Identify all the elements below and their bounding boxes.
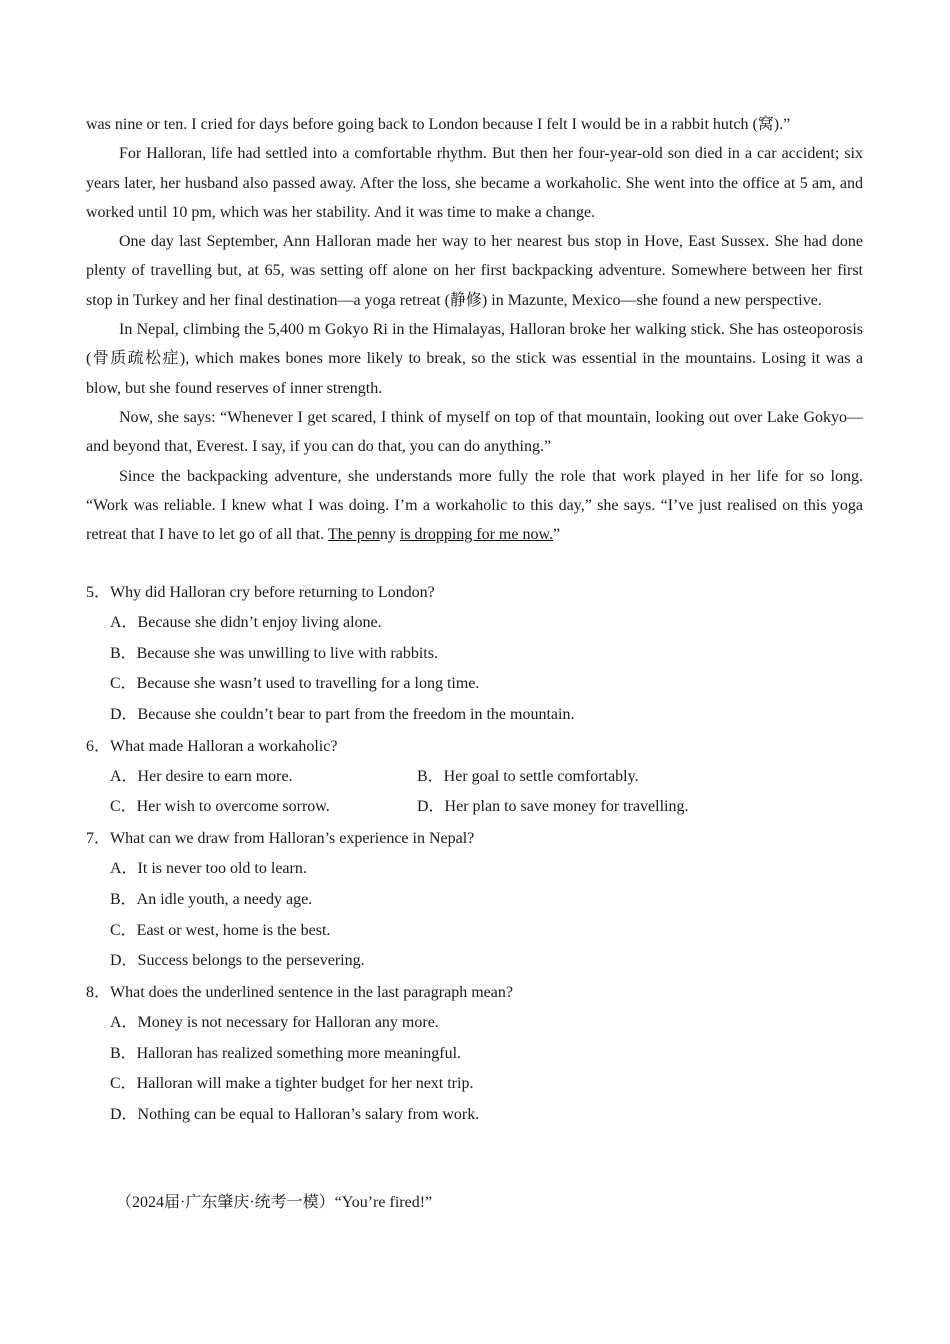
question-6-stem: 6．What made Halloran a workaholic? (86, 737, 338, 755)
question-5-option-c: C．Because she wasn’t used to travelling for a long time. (110, 675, 480, 693)
question-7-option-c: C．East or west, home is the best. (110, 921, 331, 939)
question-5-option-d: D．Because she couldn’t bear to part from the freedom in the mountain. (110, 706, 575, 724)
passage-paragraph-1: was nine or ten. I cried for days before going back to London because I felt I would be in a rabbit hutch (窝).” (86, 116, 791, 133)
question-8-option-b: B．Halloran has realized something more meaningful. (110, 1044, 462, 1062)
underlined-sentence-part-1: The pen (327, 526, 380, 544)
passage-paragraph-6 (86, 462, 863, 550)
question-6 (86, 731, 863, 823)
paragraph-6-text: Since the backpacking adventure, she understands more fully the role that work played in her life for so long. “Work was reliable. I knew what I was doing. I’m a workaholic to this day,” she says. “I’ve just realised on this yoga retreat that I have to let go of all that. (86, 467, 863, 544)
question-7-stem: 7．What can we draw from Halloran’s experience in Nepal? (86, 830, 475, 848)
question-8-stem: 8．What does the underlined sentence in the last paragraph mean? (86, 983, 513, 1001)
paragraph-6-text-end: ” (553, 526, 561, 544)
passage-paragraph-4: In Nepal, climbing the 5,400 m Gokyo Ri in the Himalayas, Halloran broke her walking stick. She has osteoporosis (骨质疏松症), which makes bones more likely to break, so the stick was essential in the mountains. Losing it was a blow, but she found reserves of inner strength. (86, 321, 863, 397)
paragraph-6-text-mid: ny (379, 526, 400, 544)
passage-paragraph-3: One day last September, Ann Halloran made her way to her nearest bus stop in Hove, East Sussex. She had done plenty of travelling but, at 65, was setting off alone on her first backpacking adventure. Somewhere between her first stop in Turkey and her final destination—a yoga retreat (静修) in Mazunte, Mexico—she found a new perspective. (86, 233, 863, 309)
question-list (86, 577, 863, 1131)
question-6-options-row-1 (86, 762, 863, 793)
question-7 (86, 823, 863, 977)
question-6-option-d: D．Her plan to save money for travelling. (417, 798, 689, 816)
passage-paragraph-5: Now, she says: “Whenever I get scared, I think of myself on top of that mountain, looking out over Lake Gokyo—and beyond that, Everest. I say, if you can do that, you can do anything.” (86, 408, 863, 456)
question-6-option-c: C．Her wish to overcome sorrow. (110, 798, 330, 816)
question-7-option-d: D．Success belongs to the persevering. (110, 952, 365, 970)
question-8 (86, 977, 863, 1131)
question-6-options-row-2 (86, 792, 863, 823)
next-passage-title: “You’re fired!” (334, 1194, 433, 1211)
question-6-option-b: B．Her goal to settle comfortably. (417, 767, 639, 785)
question-5-stem: 5．Why did Halloran cry before returning to London? (86, 584, 435, 601)
passage-paragraph-2: For Halloran, life had settled into a comfortable rhythm. But then her four-year-old son died in a car accident; six years later, her husband also passed away. After the loss, she became a workaholic. She went into the office at 5 am, and worked until 10 pm, which was her stability. And it was time to make a change. (86, 145, 863, 221)
question-8-option-a: A．Money is not necessary for Halloran any more. (110, 1013, 439, 1031)
underlined-sentence-part-2: is dropping for me now. (399, 526, 553, 544)
next-passage-header (116, 1188, 432, 1218)
question-5 (86, 577, 863, 731)
question-8-option-d: D．Nothing can be equal to Halloran’s salary from work. (110, 1105, 480, 1123)
question-5-option-b: B．Because she was unwilling to live with rabbits. (110, 644, 438, 662)
question-6-option-a: A．Her desire to earn more. (110, 767, 293, 785)
reading-passage (86, 110, 863, 549)
question-8-option-c: C．Halloran will make a tighter budget for her next trip. (110, 1075, 474, 1093)
question-5-option-a: A．Because she didn’t enjoy living alone. (110, 614, 382, 631)
question-7-option-b: B．An idle youth, a needy age. (110, 890, 313, 908)
next-passage-source: （2024届·广东肇庆·统考一模） (116, 1194, 335, 1211)
question-7-option-a: A．It is never too old to learn. (110, 860, 307, 878)
